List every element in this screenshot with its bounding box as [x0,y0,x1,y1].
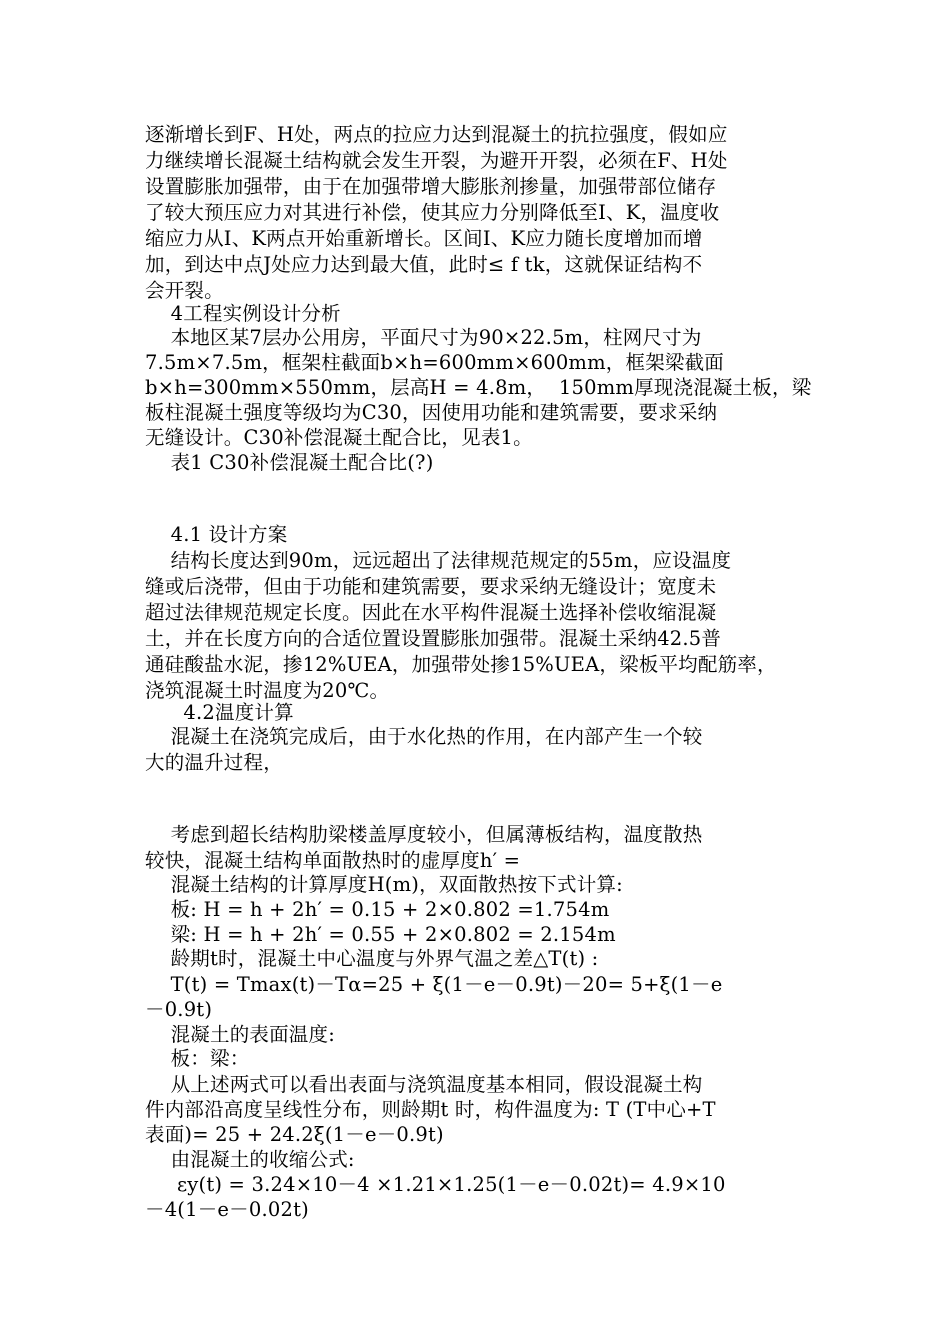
text-line: 缩应力从I、K两点开始重新增长。区间I、K应力随长度增加而增 [145,227,703,250]
formula-line: －4(1－e－0.02t) [145,1198,309,1221]
text-line: 结构长度达到90m，远远超出了法律规范规定的55m，应设温度 [145,549,732,572]
text-line: 无缝设计。C30补偿混凝土配合比，见表1。 [145,426,533,449]
text-line: 土，并在长度方向的合适位置设置膨胀加强带。混凝土采纳42.5普 [145,627,722,650]
text-line: 大的温升过程， [145,751,283,774]
text-line: 了较大预压应力对其进行补偿，使其应力分别降低至I、K，温度收 [145,201,720,224]
text-line: 较快，混凝土结构单面散热时的虚厚度h′ = [145,849,521,872]
text-line: 通硅酸盐水泥，掺12%UEA，加强带处掺15%UEA，梁板平均配筋率， [145,653,777,676]
formula-line: 表面)= 25 + 24.2ξ(1－e－0.9t) [145,1123,444,1146]
text-line: 本地区某7层办公用房，平面尺寸为90×22.5m，柱网尺寸为 [145,326,702,349]
text-line: 缝或后浇带，但由于功能和建筑需要，要求采纳无缝设计；宽度未 [145,575,717,598]
section-heading: 4.2温度计算 [145,701,294,724]
text-line: 浇筑混凝土时温度为20℃。 [145,679,390,702]
text-line: 从上述两式可以看出表面与浇筑温度基本相同，假设混凝土构 [145,1073,703,1096]
text-line: 力继续增长混凝土结构就会发生开裂，为避开开裂，必须在F、H处 [145,149,728,172]
text-line: 由混凝土的收缩公式: [145,1148,355,1171]
formula-line: 梁: H = h + 2h′ = 0.55 + 2×0.802 = 2.154m [145,923,616,946]
text-line: 混凝土的表面温度: [145,1023,335,1046]
text-line: 7.5m×7.5m，框架柱截面b×h=600mm×600mm，框架梁截面 [145,351,725,374]
text-line: 混凝土结构的计算厚度H(m)，双面散热按下式计算: [145,873,623,896]
formula-line: 板: H = h + 2h′ = 0.15 + 2×0.802 =1.754m [145,898,610,921]
text-line: 板：梁： [145,1047,250,1070]
text-line: 会开裂。 [145,279,224,302]
text-line: 混凝土在浇筑完成后，由于水化热的作用，在内部产生一个较 [145,725,703,748]
text-line: 板柱混凝土强度等级均为C30，因使用功能和建筑需要，要求采纳 [145,401,718,424]
text-line: 超过法律规范规定长度。因此在水平构件混凝土选择补偿收缩混凝 [145,601,717,624]
formula-line: －0.9t) [145,998,213,1021]
text-line: 件内部沿高度呈线性分布，则龄期t 时，构件温度为: T (T中心+T [145,1098,716,1121]
text-line: b×h=300mm×550mm，层高H = 4.8m， 150mm厚现浇混凝土板，梁 [145,376,812,399]
text-line: 考虑到超长结构肋梁楼盖厚度较小，但属薄板结构，温度散热 [145,823,703,846]
table-caption: 表1 C30补偿混凝土配合比(?) [145,451,434,474]
formula-line: T(t) = Tmax(t)－Tα=25 + ξ(1－e－0.9t)－20= 5+ξ(1－e [145,973,723,996]
text-line: 逐渐增长到F、H处，两点的拉应力达到混凝土的抗拉强度，假如应 [145,123,728,146]
section-heading: 4工程实例设计分析 [145,302,341,325]
text-line: 加，到达中点J处应力达到最大值，此时≤ f tk，这就保证结构不 [145,253,703,276]
text-line: 龄期t时，混凝土中心温度与外界气温之差△T(t) : [145,947,599,970]
section-heading: 4.1 设计方案 [145,523,288,546]
formula-line: εy(t) = 3.24×10－4 ×1.21×1.25(1－e－0.02t)= 4.9×10 [145,1173,726,1196]
text-line: 设置膨胀加强带，由于在加强带增大膨胀剂掺量，加强带部位储存 [145,175,717,198]
